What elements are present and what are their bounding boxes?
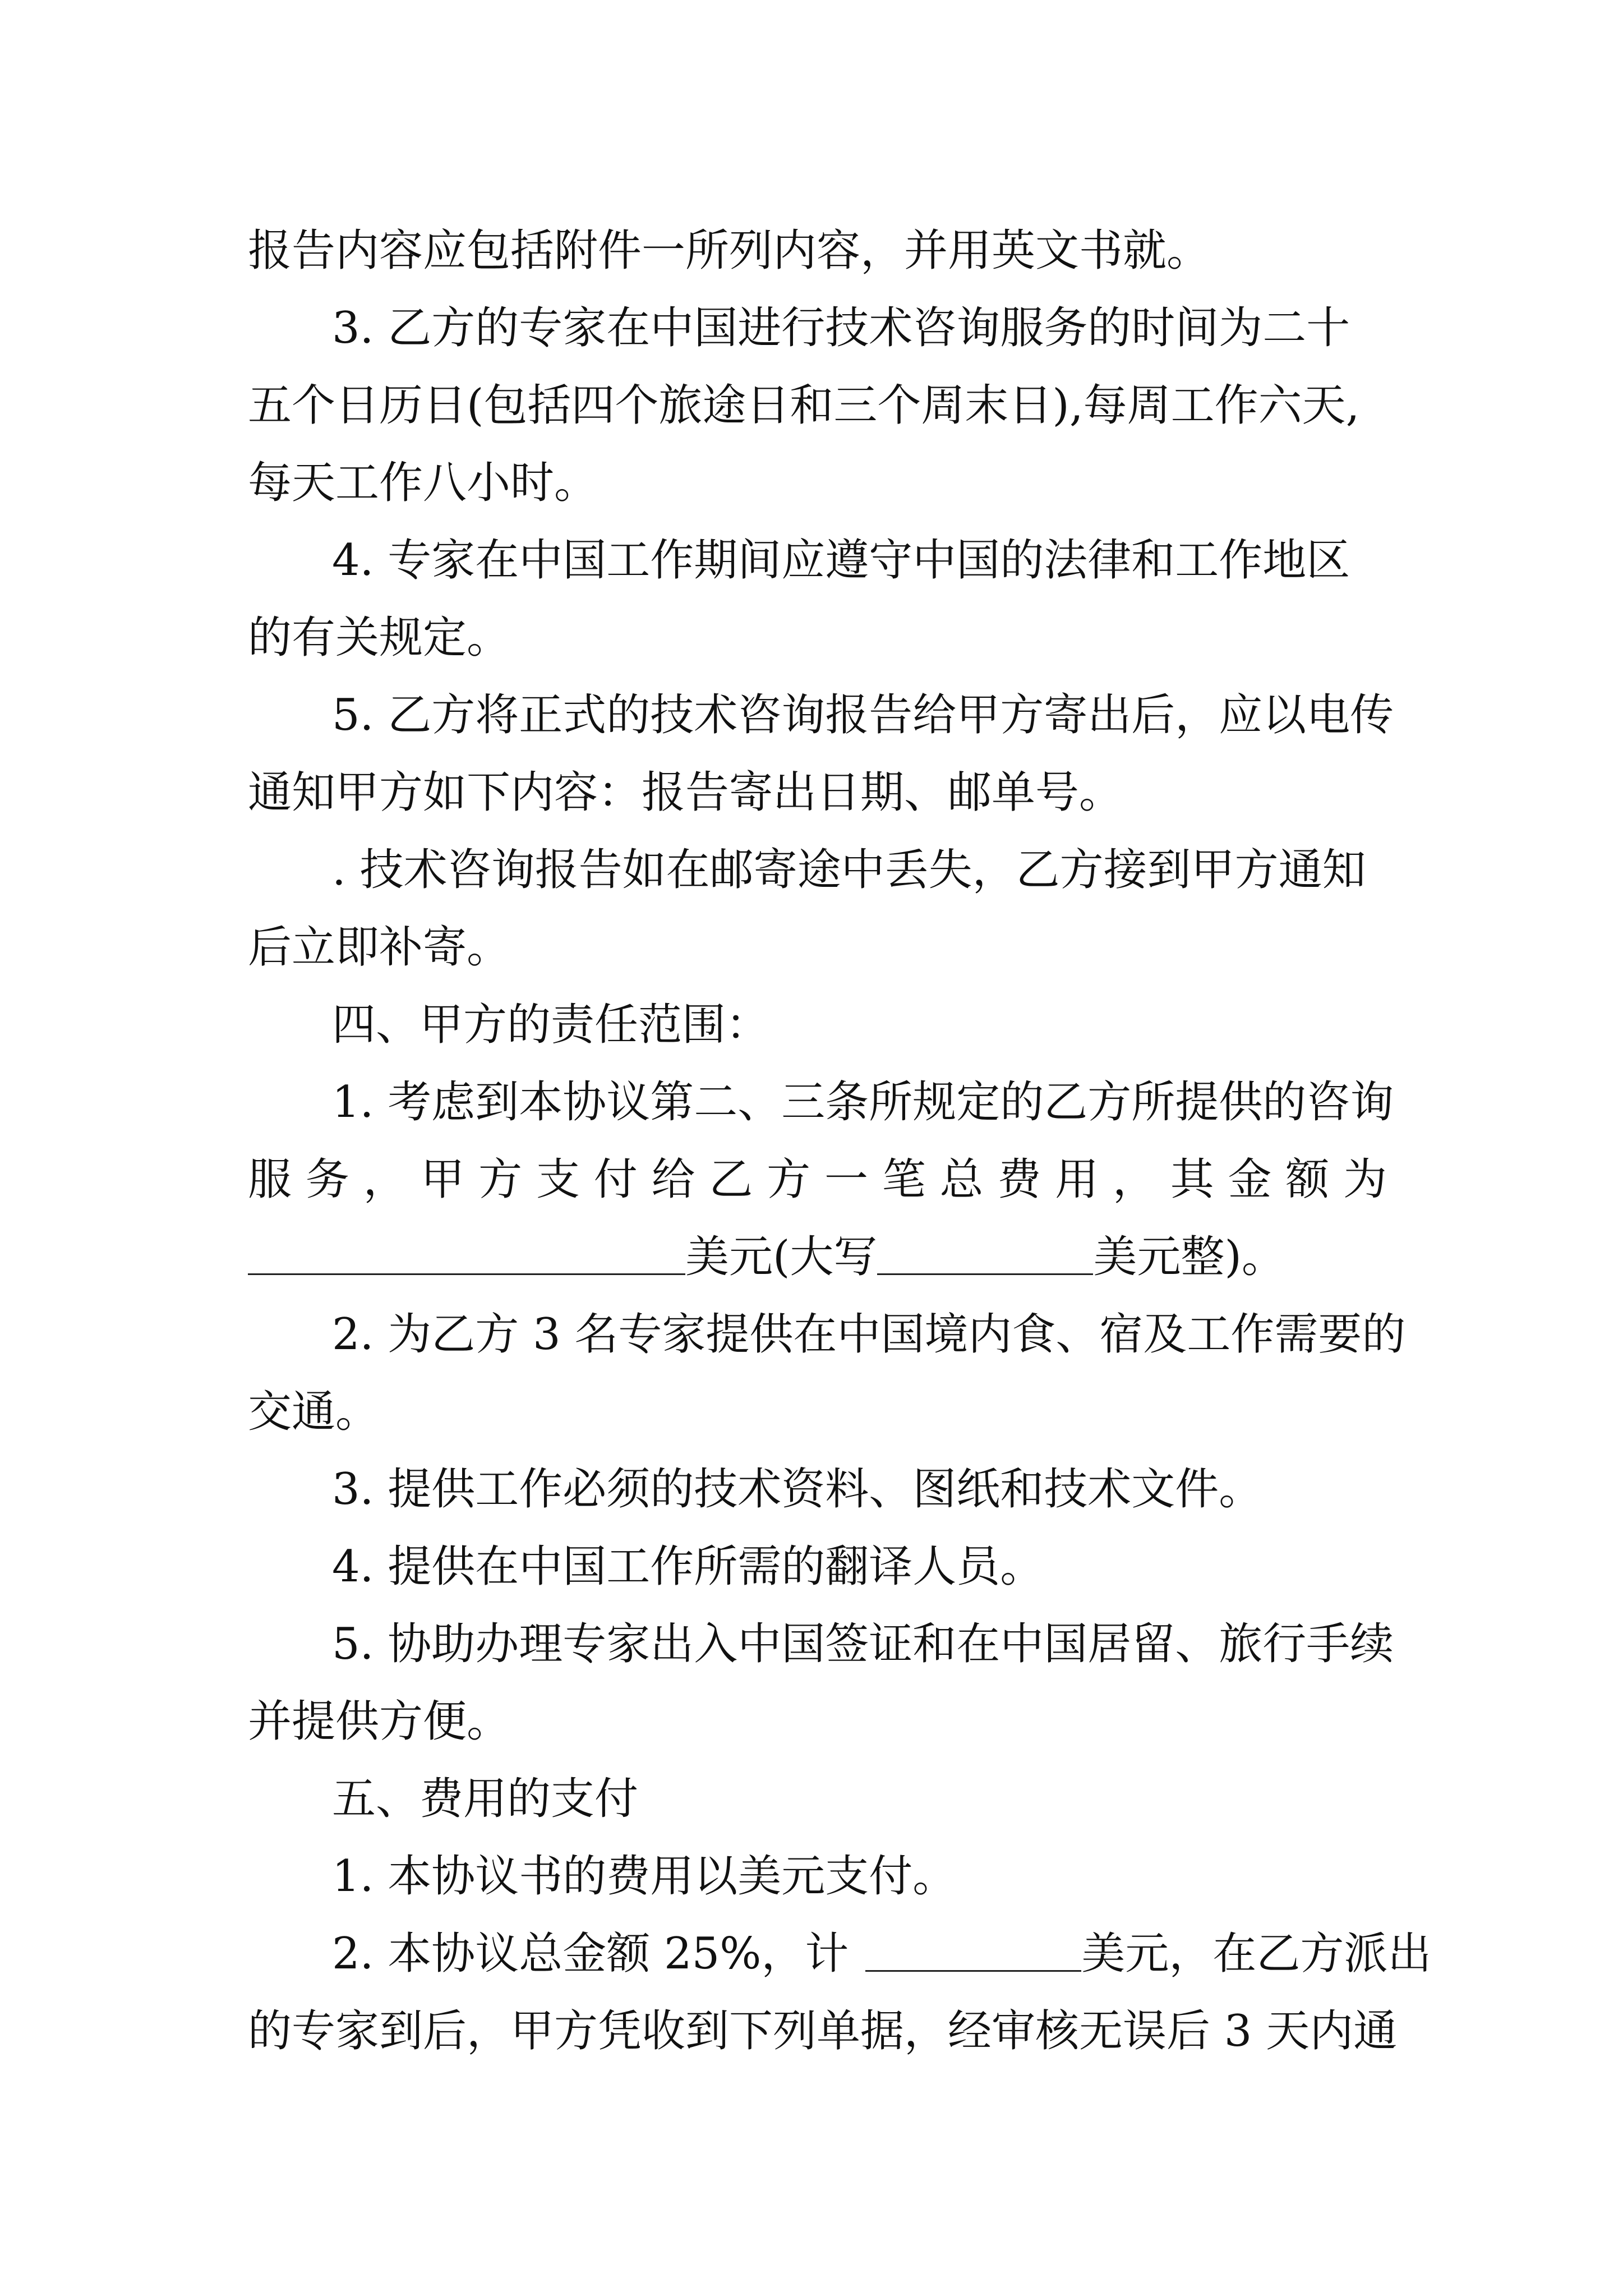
- text-line: 3. 提供工作必须的技术资料、图纸和技术文件。: [332, 1464, 1263, 1515]
- text-line: . 技术咨询报告如在邮寄途中丢失，乙方接到甲方通知: [332, 845, 1366, 895]
- document-body: [248, 212, 1432, 2070]
- payment-blank: [865, 1926, 1081, 1972]
- text-line: 并提供方便。: [248, 1696, 511, 1747]
- amount-words-blank: [877, 1230, 1093, 1275]
- text-line: 5. 乙方将正式的技术咨询报告给甲方寄出后，应以电传: [332, 690, 1394, 740]
- amount-label: 美元(大写: [685, 1232, 878, 1282]
- text-line: 1. 本协议书的费用以美元支付。: [332, 1851, 957, 1902]
- text-line: 4. 提供在中国工作所需的翻译人员。: [332, 1542, 1044, 1592]
- amount-line: [248, 1218, 1386, 1296]
- text-line: 交通。: [248, 1387, 380, 1437]
- text-line: 后立即补寄。: [248, 922, 511, 973]
- section-heading: 四、甲方的责任范围：: [332, 1000, 770, 1050]
- text-line: 3. 乙方的专家在中国进行技术咨询服务的时间为二十: [332, 303, 1350, 353]
- text-line: 2. 为乙方 3 名专家提供在中国境内食、宿及工作需要的: [332, 1309, 1406, 1360]
- text-line: 的有关规定。: [248, 613, 511, 663]
- text-line: 的专家到后，甲方凭收到下列单据，经审核无误后 3 天内通: [248, 2006, 1398, 2056]
- amount-blank: [248, 1230, 685, 1275]
- text-line: 服 务 ， 甲 方 支 付 给 乙 方 一 笔 总 费 用 ， 其 金 额 为: [248, 1154, 1387, 1205]
- text-line: 1. 考虑到本协议第二、三条所规定的乙方所提供的咨询: [332, 1077, 1394, 1128]
- text-line: 5. 协助办理专家出入中国签证和在中国居留、旅行手续: [332, 1619, 1394, 1669]
- text-line: 报告内容应包括附件一所列内容，并用英文书就。: [248, 226, 1211, 276]
- text-line: 每天工作八小时。: [248, 458, 598, 508]
- text-line: 五个日历日(包括四个旅途日和三个周末日),每周工作六天,: [248, 380, 1360, 431]
- payment-label: 2. 本协议总金额 25%，计: [332, 1929, 849, 1979]
- payment-line: [248, 1915, 1432, 1993]
- section-heading: 五、费用的支付: [332, 1774, 639, 1824]
- payment-suffix: 美元，在乙方派出: [1081, 1929, 1432, 1979]
- text-line: 4. 专家在中国工作期间应遵守中国的法律和工作地区: [332, 535, 1350, 586]
- amount-suffix: 美元整)。: [1093, 1232, 1285, 1282]
- text-line: 通知甲方如下内容：报告寄出日期、邮单号。: [248, 767, 1123, 818]
